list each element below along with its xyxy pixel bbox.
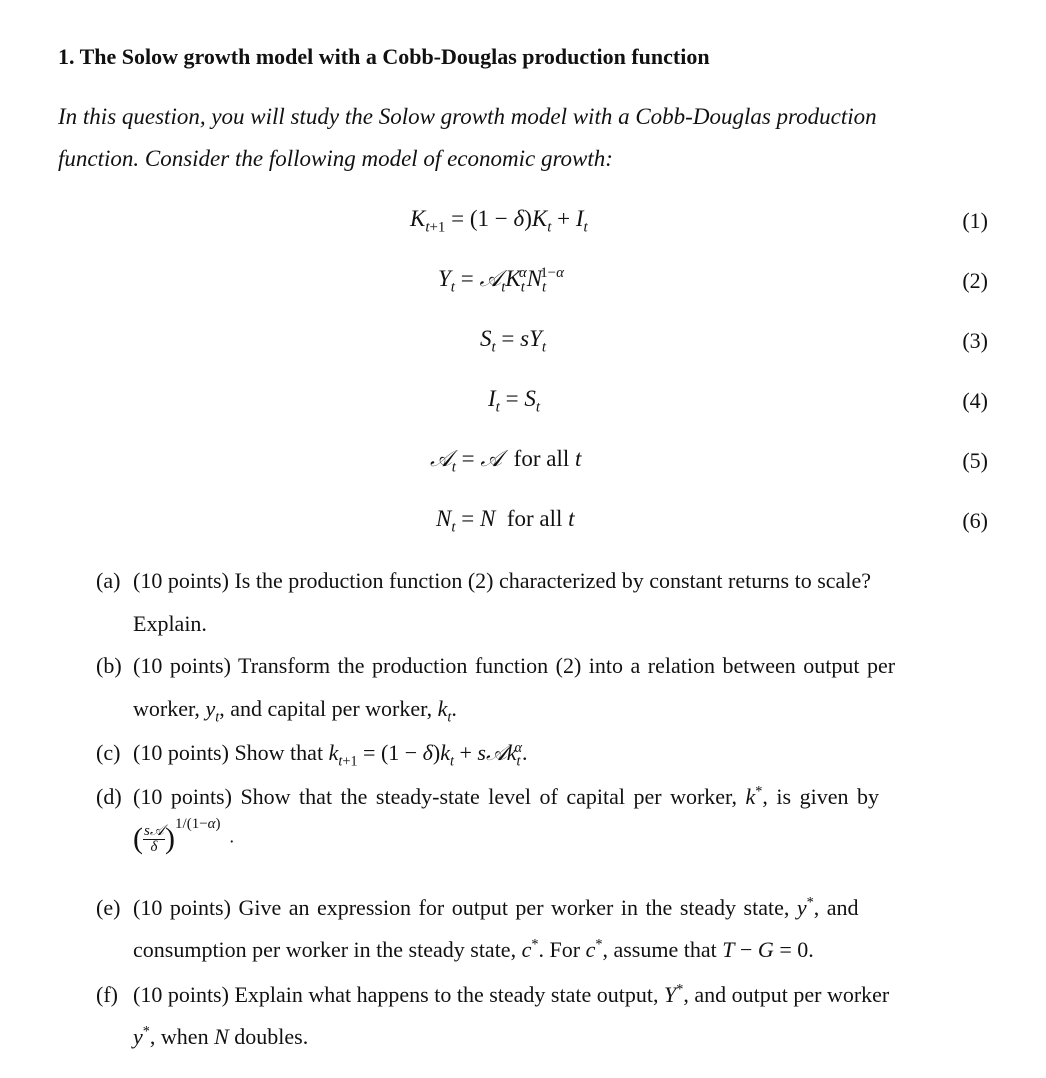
question-d-line: (10 points) Show that the steady-state level of capital per worker, k*, is given by <box>133 783 879 809</box>
question-a-line-1: (10 points) Is the production function (2) characterized by constant returns to scale? <box>133 568 871 593</box>
question-b-label: (b) <box>96 653 122 678</box>
intro-line-2: function. Consider the following model of economic growth: <box>58 146 613 171</box>
question-b-line-2: worker, $y_t$, and capital per worker, $k_t$. <box>133 696 457 726</box>
equation-4: $I_t = S_t$ <box>488 386 540 416</box>
question-b-line-1: (10 points) Transform the production function (2) into a relation between output per <box>133 653 896 678</box>
question-e-line-1: (10 points) Give an expression for output per worker in the steady state, y*, and <box>133 894 859 920</box>
equation-2-number: (2) <box>962 268 988 293</box>
equation-1-number: (1) <box>962 208 988 233</box>
question-f-label: (f) <box>96 982 118 1007</box>
equation-3: $S_t = sY_t$ <box>480 326 547 356</box>
equation-3-number: (3) <box>962 328 988 353</box>
equation-6-number: (6) <box>962 508 988 533</box>
equation-4-number: (4) <box>962 388 988 413</box>
equation-2: $Y_t$ = $𝒜_tK_t^\alpha N_t^{1-\alpha}$ <box>438 265 564 296</box>
question-f-line-1: (10 points) Explain what happens to the steady state output, Y*, and output per worker <box>133 981 890 1007</box>
question-a-line-2: Explain. <box>133 611 207 636</box>
equation-5-number: (5) <box>962 448 988 473</box>
question-title: 1. The Solow growth model with a Cobb-Douglas production function <box>58 44 710 69</box>
equation-5: 𝒜$_t$ = 𝒜 for all t <box>430 446 582 476</box>
question-e-label: (e) <box>96 895 121 920</box>
question-c-label: (c) <box>96 740 121 765</box>
intro-line-1: In this question, you will study the Solow growth model with a Cobb-Douglas production <box>58 104 877 129</box>
steady-state-formula: ( $\frac{\text{s𝒜}}{\delta}$ )$^{1/(1-\alpha)}$ . <box>133 816 235 855</box>
question-f-line-2: y*, when N doubles. <box>133 1023 309 1049</box>
equation-1: $K_{t+1} = (1 - \delta)K_t + I_t$ <box>410 206 588 236</box>
question-a-label: (a) <box>96 568 121 593</box>
equation-6: $N_t = N$ for all t <box>436 506 575 536</box>
question-c-line: (10 points) Show that $k_{t+1} = (1 - \delta)k_t$ + s𝒜k$_t^\alpha$. <box>133 739 528 770</box>
question-e-line-2: consumption per worker in the steady state, c*. For c*, assume that T − G = 0. <box>133 936 814 962</box>
question-d-label: (d) <box>96 784 122 809</box>
